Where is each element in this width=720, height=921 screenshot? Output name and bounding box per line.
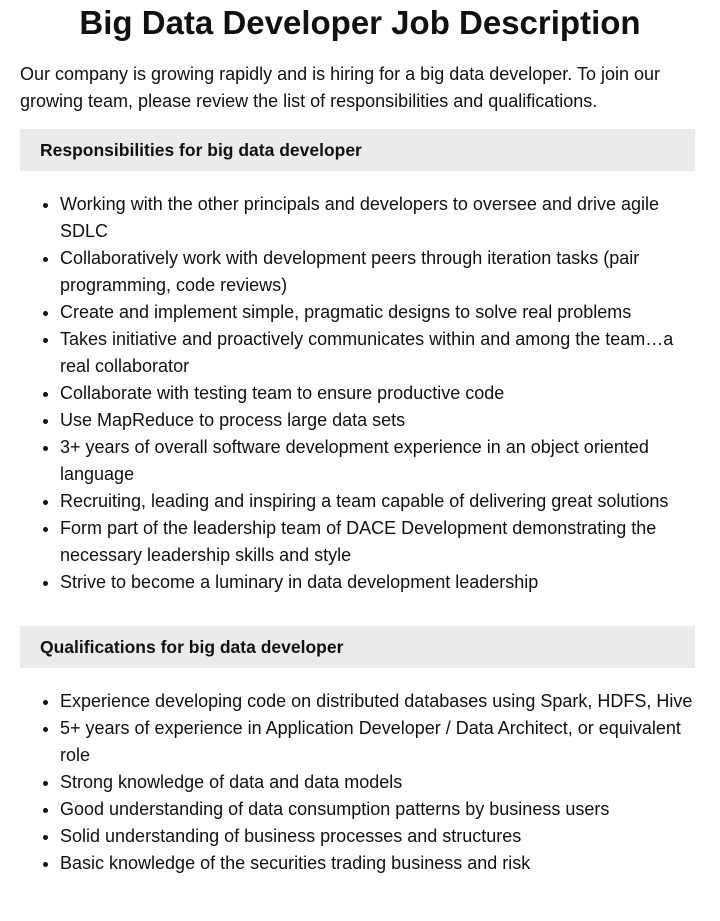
- list-item: • Collaboratively work with development peers through iteration tasks (pair programming, code reviews): [60, 245, 695, 299]
- list-item: • Solid understanding of business processes and structures: [60, 823, 695, 850]
- list-item: • Use MapReduce to process large data sets: [60, 407, 695, 434]
- list-item: • Strive to become a luminary in data development leadership: [60, 569, 695, 596]
- qualifications-heading: Qualifications for big data developer: [20, 626, 695, 668]
- intro-paragraph: Our company is growing rapidly and is hiring for a big data developer. To join our growing team, please review the list of responsibilities and qualifications.: [20, 64, 661, 111]
- page-title: Big Data Developer Job Description: [79, 4, 641, 41]
- list-item: • 5+ years of experience in Application Developer / Data Architect, or equivalent role: [60, 715, 695, 769]
- list-item: • Create and implement simple, pragmatic designs to solve real problems: [60, 299, 695, 326]
- responsibilities-heading: Responsibilities for big data developer: [20, 129, 695, 171]
- list-item: • 3+ years of overall software development experience in an object oriented language: [60, 434, 695, 488]
- list-item: • Basic knowledge of the securities trading business and risk: [60, 850, 695, 877]
- list-item: • Experience developing code on distributed databases using Spark, HDFS, Hive: [60, 688, 695, 715]
- list-item: • Working with the other principals and developers to oversee and drive agile SDLC: [60, 191, 695, 245]
- responsibilities-list: [20, 191, 695, 596]
- list-item: • Recruiting, leading and inspiring a team capable of delivering great solutions: [60, 488, 695, 515]
- list-item: • Form part of the leadership team of DACE Development demonstrating the necessary leadership skills and style: [60, 515, 695, 569]
- qualifications-list: [20, 688, 695, 877]
- list-item: • Collaborate with testing team to ensure productive code: [60, 380, 695, 407]
- list-item: • Takes initiative and proactively communicates within and among the team…a real collaborator: [60, 326, 695, 380]
- list-item: • Strong knowledge of data and data models: [60, 769, 695, 796]
- list-item: • Good understanding of data consumption patterns by business users: [60, 796, 695, 823]
